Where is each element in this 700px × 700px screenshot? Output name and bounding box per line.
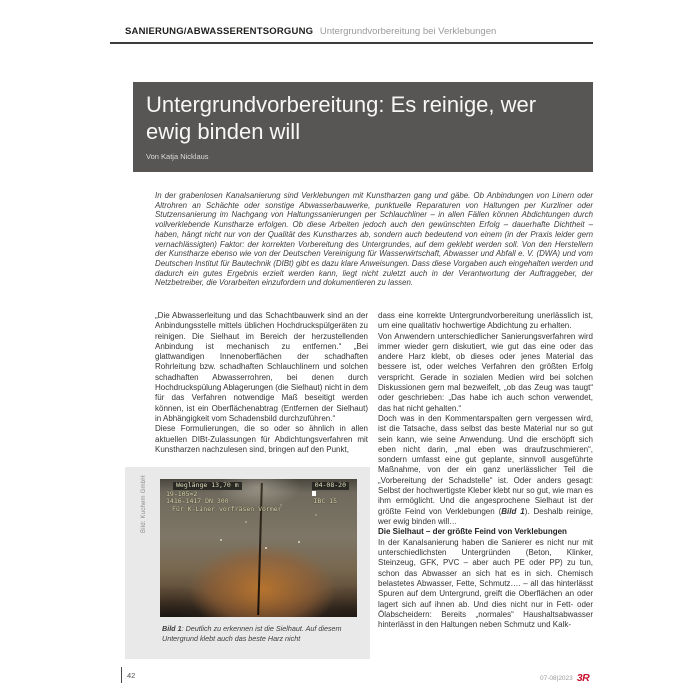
body-paragraph: In der Kanalsanierung haben die Sanierer es nicht nur mit unterschiedlichsten Untergründen (Beton, Klinker, Steinzeug, GFK, PVC – aber auch PE oder PP) zu tun, schon das Abwasser an sich hat es in sich. Chemisch belastetes Abwasser, Fette, Schmutz…. – all das hinterlässt Spuren auf dem Untergrund, greift die Oberflächen an oder lagert sich auf ihnen ab. Und dies nicht nur in Fett- oder Ölabscheidern: Bereits „normales“ Haushaltsabwasser hinterlässt in den Haltungen neben Schmutz und Kalk- bbox=[378, 537, 593, 630]
page-title: Untergrundvorbereitung: Es reinige, wer ewig binden will bbox=[146, 92, 537, 144]
section-kicker: SANIERUNG/ABWASSERENTSORGUNG bbox=[125, 26, 314, 37]
overlay-date: 04-08-20 bbox=[312, 482, 349, 490]
overlay-path-length: Weglänge 13,70 m bbox=[173, 482, 242, 490]
body-paragraph bbox=[378, 414, 593, 527]
title-block bbox=[133, 82, 593, 172]
issue-number: 07-08|2023 bbox=[540, 674, 573, 682]
figure-panel bbox=[125, 467, 370, 659]
page-number: 42 bbox=[127, 670, 136, 680]
right-column bbox=[378, 311, 593, 630]
figure-caption-label: Bild 1 bbox=[162, 624, 182, 633]
body-paragraph: Von Anwendern unterschiedlicher Sanierungsverfahren wird immer wieder gern diskutiert, wie gut das eine oder das andere Harz klebt, ob dieses oder jenes Material das bessere ist, oder welches Verfahren den größten Erfolg verspricht. Gerade in sozialen Medien wird bei solchen Diskussionen gern mal bezweifelt, „ob das Zeug was taugt“ oder geschrieben: „Das habe ich auch schon verwendet, das hat nicht gehalten.“ bbox=[378, 331, 593, 413]
image-credit: Bild: Kuchem GmbH bbox=[141, 475, 147, 533]
body-paragraph: dass eine korrekte Untergrundvorbereitung unerlässlich ist, um eine qualitativ hochwertige Abdichtung zu erhalten. bbox=[378, 311, 593, 331]
paragraph-text: Doch was in den Kommentarspalten gern vergessen wird, ist die Tatsache, dass selbst das beste Material nur so gut sein kann, wie seine Anwendung. Und die erschöpft sich eben nicht darin, „mal eben was draufzuschmieren“, sondern umfasst eine gut geplante, sinnvoll ausgeführte Maßnahme, von der ein ganz unerlässlicher Teil die „Vorbereitung der Schadstelle“ ist. Oder anders gesagt: Selbst der hochwertigste Kleber klebt nur so gut, wie man es ihm ermöglicht. Und die angesprochene Sielhaut ist der größte Feind von Verklebungen ( bbox=[378, 413, 593, 516]
running-head bbox=[125, 26, 496, 37]
photo-speckles bbox=[220, 539, 222, 541]
footer-divider bbox=[121, 667, 122, 683]
byline: Von Katja Nicklaus bbox=[146, 152, 209, 161]
cctv-overlay bbox=[160, 482, 357, 513]
body-paragraph: Diese Formulierungen, die so oder so ähnlich in allen aktuellen DIBt-Zulassungen für Abdichtungsverfahren mit Kunstharzen nachzulesen sind, bringen auf den Punkt, bbox=[155, 424, 368, 454]
section-heading: Die Sielhaut – der größte Feind von Verklebungen bbox=[378, 527, 567, 537]
overlay-section: 1416-1417 DN 300 bbox=[166, 497, 229, 505]
footer-left bbox=[121, 667, 135, 683]
figure-reference: Bild 1 bbox=[501, 506, 525, 516]
intro-paragraph: In der grabenlosen Kanalsanierung sind Verklebungen mit Kunstharzen gang und gäbe. Ob Anbindungen von Linern oder Altrohren an Schächte oder sonstige Abwasserbauwerke, punktuelle Reparaturen von Haltungen per Kurzliner oder Stutzensanierung im Nachgang von Haltungssanierungen per Schlauchliner – in allen Fällen können Abdichtungen durch vollverklebende Kunstharze erfolgen. Ob diese Arbeiten jedoch auch den gewünschten Erfolg – dauerhafte Dichtheit – haben, hängt nicht nur von der Qualität des Kunstharzes ab, sondern auch bedeutend von einem (in der Praxis leider gern vernachlässigten) Faktor: der korrekten Vorbereitung des Untergrundes, auf dem geklebt werden soll. Von den Herstellern der Kunstharze ebenso wie von der Deutschen Vereinigung für Wasserwirtschaft, Abwasser und Abfall e. V. (DWA) und vom Deutschen Institut für Bautechnik (DIBt) gibt es dazu klare Anweisungen. Dass diese Vorgaben auch eingehalten werden und dadurch ein gutes Ergebnis erzielt werden kann, liegt nicht zuletzt auch in der Verantwortung der Auftraggeber, der Netzbetreiber, die Vorarbeiten einzufordern und dokumentieren zu lassen. bbox=[155, 191, 593, 288]
body-paragraph: „Die Abwasserleitung und das Schachtbauwerk sind an der Anbindungsstelle mittels üblichen Hochdruckspülgeräten zu reinigen. Die Sielhaut im Bereich der herzustellenden Anbindung ist mechanisch zu entfernen.“ „Bei glattwandigen Innenoberflächen der schadhaften Rohrleitung bzw. schadhaften Schlauchlinern und solchen schadhaften Abwasserrohren, bei denen durch Hochdruckspülung Ablagerungen (die Sielhaut) nicht in dem für das Verfahren notwendige Maß beseitigt werden können, ist ein Oberflächenabtrag (Entfernen der Sielhaut) in Abhängigkeit vom Schadensbild durchzuführen.“ bbox=[155, 311, 368, 423]
sewer-inspection-photo bbox=[160, 479, 357, 617]
overlay-counter: IBC 15 bbox=[313, 497, 337, 505]
article-topic: Untergrundvorbereitung bei Verklebungen bbox=[319, 26, 497, 37]
left-column bbox=[155, 311, 368, 455]
overlay-row: Für K-Liner vorfräsen Vormer bbox=[172, 504, 282, 513]
overlay-row: 19-105=2 bbox=[166, 489, 198, 498]
header-rule bbox=[110, 42, 593, 44]
footer-right bbox=[540, 672, 589, 684]
paragraph-text: ). Deshalb reinige, wer ewig binden will… bbox=[378, 506, 594, 526]
magazine-logo: 3R bbox=[576, 672, 590, 684]
figure-caption-text: : Deutlich zu erkennen ist die Sielhaut. Auf diesem Untergrund klebt auch das beste Harz nicht bbox=[162, 624, 342, 643]
figure-caption bbox=[162, 624, 360, 644]
